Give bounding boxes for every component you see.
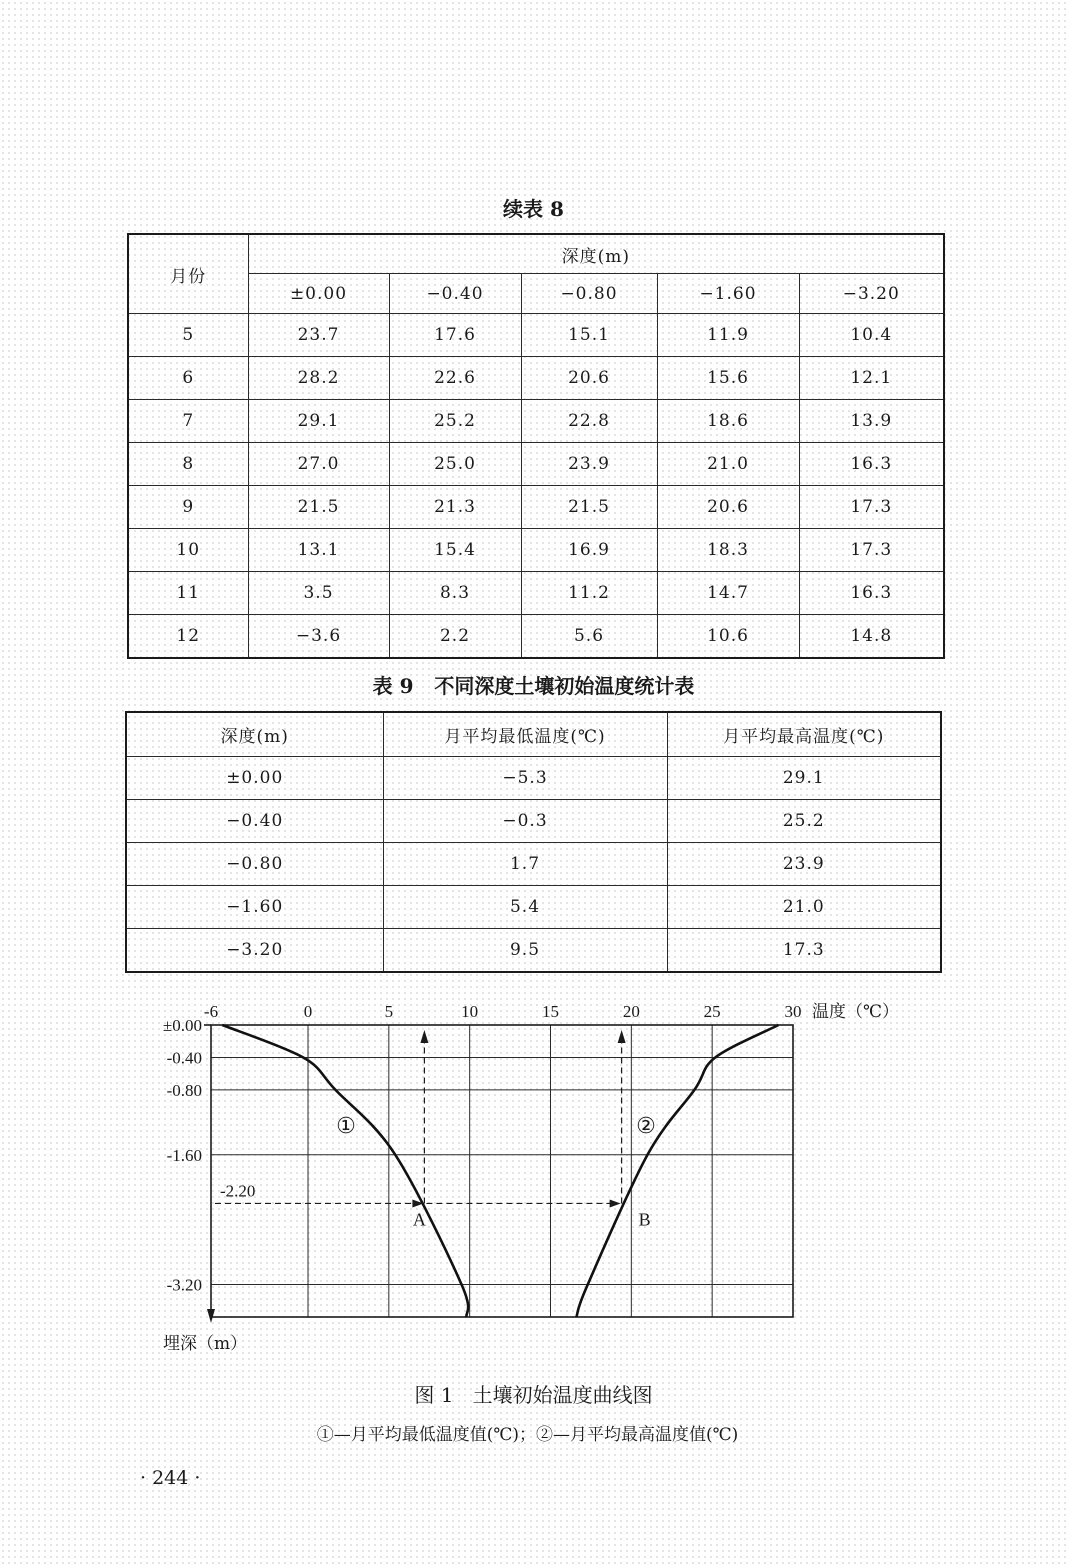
month-cell: 7: [128, 400, 248, 443]
header-depth-value: −0.40: [389, 274, 521, 314]
temperature-cell: 21.5: [248, 486, 389, 529]
header-depth-value: ±0.00: [248, 274, 389, 314]
temperature-cell: 21.5: [521, 486, 657, 529]
temperature-cell: 5.6: [521, 615, 657, 659]
y-tick-label: ±0.00: [162, 1016, 202, 1035]
temperature-cell: 2.2: [389, 615, 521, 659]
table-9: [125, 711, 942, 973]
series-curve-1: [222, 1025, 468, 1317]
table-header-row: [128, 234, 944, 274]
temperature-cell: 10.4: [799, 314, 944, 357]
table-row: [126, 800, 941, 843]
header-max-temp: 月平均最高温度(℃): [667, 712, 941, 757]
table-subheader-row: [128, 274, 944, 314]
table-row: [128, 572, 944, 615]
table-row: [126, 843, 941, 886]
y-tick-label: -1.60: [166, 1145, 202, 1165]
series-label: ②: [636, 1114, 656, 1139]
table-8-body: [128, 314, 944, 659]
temperature-cell: 18.6: [657, 400, 799, 443]
temperature-cell: 11.9: [657, 314, 799, 357]
temperature-cell: 25.2: [389, 400, 521, 443]
temperature-cell: 15.1: [521, 314, 657, 357]
table-row: [128, 615, 944, 659]
temperature-cell: 23.9: [521, 443, 657, 486]
header-min-temp: 月平均最低温度(℃): [383, 712, 667, 757]
temperature-cell: 14.7: [657, 572, 799, 615]
table-header-row: [126, 712, 941, 757]
table-row: [128, 486, 944, 529]
y-tick-label: -0.80: [166, 1080, 202, 1100]
header-depth-value: −1.60: [657, 274, 799, 314]
table-8: [127, 233, 945, 659]
table-row: [128, 314, 944, 357]
temperature-cell: 14.8: [799, 615, 944, 659]
temperature-cell: 23.7: [248, 314, 389, 357]
max-temp-cell: 21.0: [667, 886, 941, 929]
temperature-cell: 15.4: [389, 529, 521, 572]
series-label: ①: [336, 1114, 356, 1139]
y-tick-label: -3.20: [166, 1275, 202, 1295]
table-row: [126, 886, 941, 929]
temperature-cell: 16.3: [799, 443, 944, 486]
temperature-cell: 13.9: [799, 400, 944, 443]
arrow-right-icon: [610, 1199, 621, 1207]
max-temp-cell: 17.3: [667, 929, 941, 973]
table-row: [128, 357, 944, 400]
month-cell: 8: [128, 443, 248, 486]
arrow-up-icon: [420, 1030, 428, 1043]
max-temp-cell: 29.1: [667, 757, 941, 800]
x-axis-label: 温度（℃）: [812, 1002, 900, 1022]
temperature-cell: 20.6: [521, 357, 657, 400]
table-8-title: 续表 8: [503, 197, 564, 221]
temperature-cell: 17.3: [799, 486, 944, 529]
depth-cell: −1.60: [126, 886, 383, 929]
depth-cell: ±0.00: [126, 757, 383, 800]
temperature-cell: 22.8: [521, 400, 657, 443]
header-month: 月份: [128, 234, 248, 314]
table-row: [126, 929, 941, 973]
temperature-cell: 11.2: [521, 572, 657, 615]
temperature-cell: 8.3: [389, 572, 521, 615]
table-row: [128, 400, 944, 443]
x-tick-label: 0: [303, 1002, 313, 1021]
temperature-cell: 29.1: [248, 400, 389, 443]
max-temp-cell: 25.2: [667, 800, 941, 843]
min-temp-cell: −5.3: [383, 757, 667, 800]
temperature-cell: 16.3: [799, 572, 944, 615]
temperature-cell: −3.6: [248, 615, 389, 659]
temperature-cell: 3.5: [248, 572, 389, 615]
min-temp-cell: 1.7: [383, 843, 667, 886]
figure-caption: 图 1 土壤初始温度曲线图: [414, 1383, 653, 1407]
depth-cell: −0.80: [126, 843, 383, 886]
temperature-cell: 21.3: [389, 486, 521, 529]
arrow-down-icon: [207, 1309, 215, 1323]
temperature-cell: 17.3: [799, 529, 944, 572]
marker-a-label: A: [412, 1209, 426, 1230]
min-temp-cell: −0.3: [383, 800, 667, 843]
temperature-depth-chart: [0, 985, 1067, 1360]
month-cell: 9: [128, 486, 248, 529]
month-cell: 10: [128, 529, 248, 572]
temperature-cell: 22.6: [389, 357, 521, 400]
month-cell: 5: [128, 314, 248, 357]
table-row: [128, 529, 944, 572]
x-tick-label: 25: [703, 1002, 721, 1021]
y-tick-label: -0.40: [166, 1048, 202, 1068]
table-row: [128, 443, 944, 486]
series-curve-2: [576, 1025, 778, 1317]
x-tick-label: 5: [384, 1002, 394, 1021]
temperature-cell: 28.2: [248, 357, 389, 400]
temperature-cell: 27.0: [248, 443, 389, 486]
month-cell: 12: [128, 615, 248, 659]
y-axis-label: 埋深（m）: [163, 1334, 248, 1354]
header-depth-value: −0.80: [521, 274, 657, 314]
temperature-cell: 18.3: [657, 529, 799, 572]
temperature-cell: 17.6: [389, 314, 521, 357]
min-temp-cell: 9.5: [383, 929, 667, 973]
temperature-cell: 16.9: [521, 529, 657, 572]
x-tick-label: 30: [784, 1002, 802, 1021]
table-9-title: 表 9 不同深度土壤初始温度统计表: [372, 674, 695, 698]
depth-cell: −3.20: [126, 929, 383, 973]
depth-cell: −0.40: [126, 800, 383, 843]
temperature-cell: 20.6: [657, 486, 799, 529]
min-temp-cell: 5.4: [383, 886, 667, 929]
month-cell: 11: [128, 572, 248, 615]
reference-depth-label: -2.20: [220, 1181, 256, 1201]
max-temp-cell: 23.9: [667, 843, 941, 886]
table-9-body: [126, 757, 941, 973]
temperature-cell: 25.0: [389, 443, 521, 486]
x-tick-label: -6: [203, 1002, 219, 1021]
figure-note: ①—月平均最低温度值(℃)；②—月平均最高温度值(℃): [316, 1425, 739, 1445]
temperature-cell: 12.1: [799, 357, 944, 400]
temperature-cell: 10.6: [657, 615, 799, 659]
x-tick-label: 10: [461, 1002, 479, 1021]
temperature-cell: 15.6: [657, 357, 799, 400]
header-depth-value: −3.20: [799, 274, 944, 314]
temperature-cell: 21.0: [657, 443, 799, 486]
header-depth: 深度(m): [126, 712, 383, 757]
x-tick-label: 20: [622, 1002, 640, 1021]
marker-b-label: B: [638, 1209, 651, 1230]
table-row: [126, 757, 941, 800]
month-cell: 6: [128, 357, 248, 400]
header-depth: 深度(m): [248, 234, 944, 274]
temperature-cell: 13.1: [248, 529, 389, 572]
x-tick-label: 15: [542, 1002, 559, 1021]
page-number: · 244 ·: [140, 1467, 201, 1489]
arrow-up-icon: [618, 1030, 626, 1043]
